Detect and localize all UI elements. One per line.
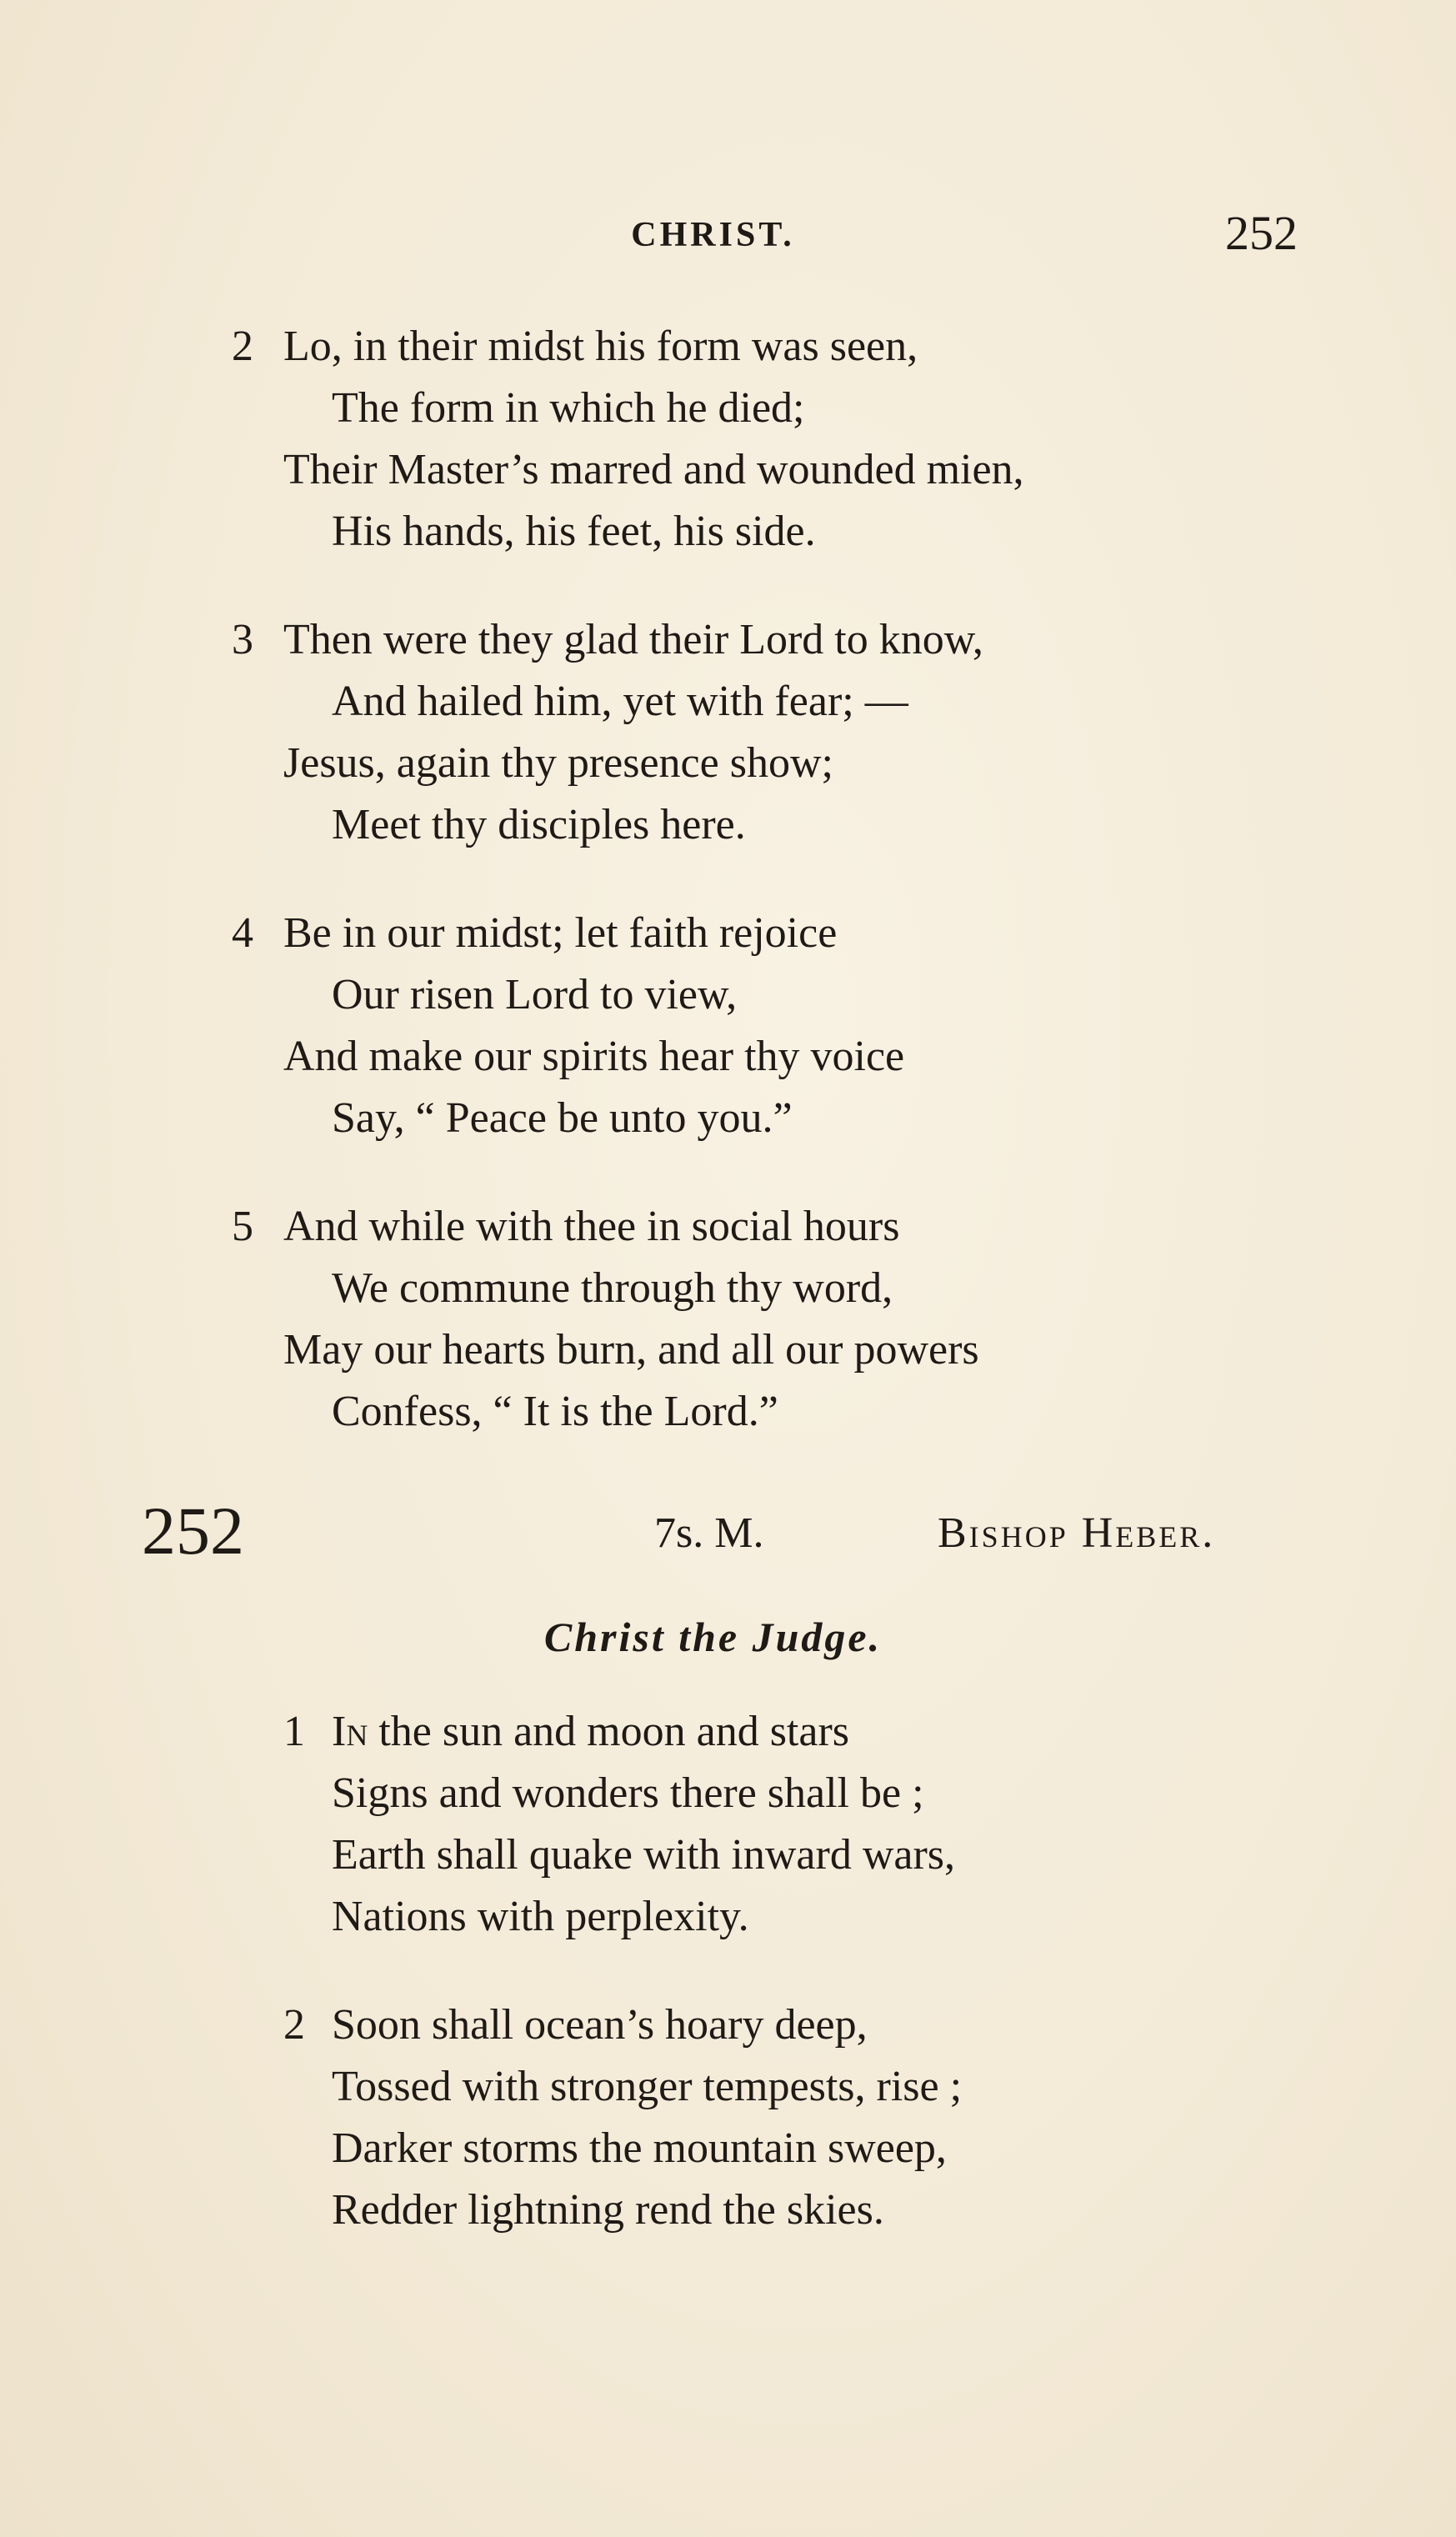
verse-line: Soon shall ocean’s hoary deep, [332,2001,868,2049]
verse-line: Meet thy disciples here. [332,801,746,848]
verse-line: Say, “ Peace be unto you.” [332,1094,793,1142]
verse-line: The form in which he died; [332,384,805,432]
verse-line: Jesus, again thy presence show; [283,739,833,787]
first-word: In [332,1708,368,1755]
stanza-number: 1 [283,1708,305,1755]
verse-line: Be in our midst; let faith rejoice [283,909,838,957]
verse-line: Tossed with stronger tempests, rise ; [332,2063,963,2110]
verse-line [332,1710,849,1754]
verse-line: Darker storms the mountain sweep, [332,2124,947,2172]
page-number: 252 [1225,206,1298,260]
verse-line: And while with thee in social hours [283,1203,900,1250]
verse-line: Lo, in their midst his form was seen, [283,323,918,370]
hymn-meter: 7s. M. [654,1509,764,1557]
verse-line: Signs and wonders there shall be ; [332,1769,924,1817]
hymn-number: 252 [142,1493,244,1569]
verse-line: Their Master’s marred and wounded mien, [283,446,1024,493]
verse-line: And make our spirits hear thy voice [283,1033,905,1080]
hymn-title: Christ the Judge. [543,1614,883,1660]
verse-line: Earth shall quake with inward wars, [332,1831,956,1879]
stanza-number: 5 [232,1203,253,1250]
verse-line: Confess, “ It is the Lord.” [332,1388,778,1435]
hymn-author: Bishop Heber. [938,1509,1216,1557]
stanza-number: 2 [283,2001,305,2049]
verse-line: May our hearts burn, and all our powers [283,1326,979,1374]
verse-line: His hands, his feet, his side. [332,508,816,555]
stanza-number: 3 [232,616,253,663]
stanza-number: 4 [232,909,253,957]
verse-line: We commune through thy word, [332,1264,893,1312]
verse-line: And hailed him, yet with fear; — [332,678,908,725]
verse-line: Then were they glad their Lord to know, [283,616,983,663]
running-title: CHRIST. [631,216,795,254]
verse-line: Our risen Lord to view, [332,971,738,1018]
verse-line-rest: the sun and moon and stars [368,1708,850,1755]
stanza-number: 2 [232,323,253,370]
verse-line: Redder lightning rend the skies. [332,2186,884,2234]
verse-line: Nations with perplexity. [332,1893,749,1940]
